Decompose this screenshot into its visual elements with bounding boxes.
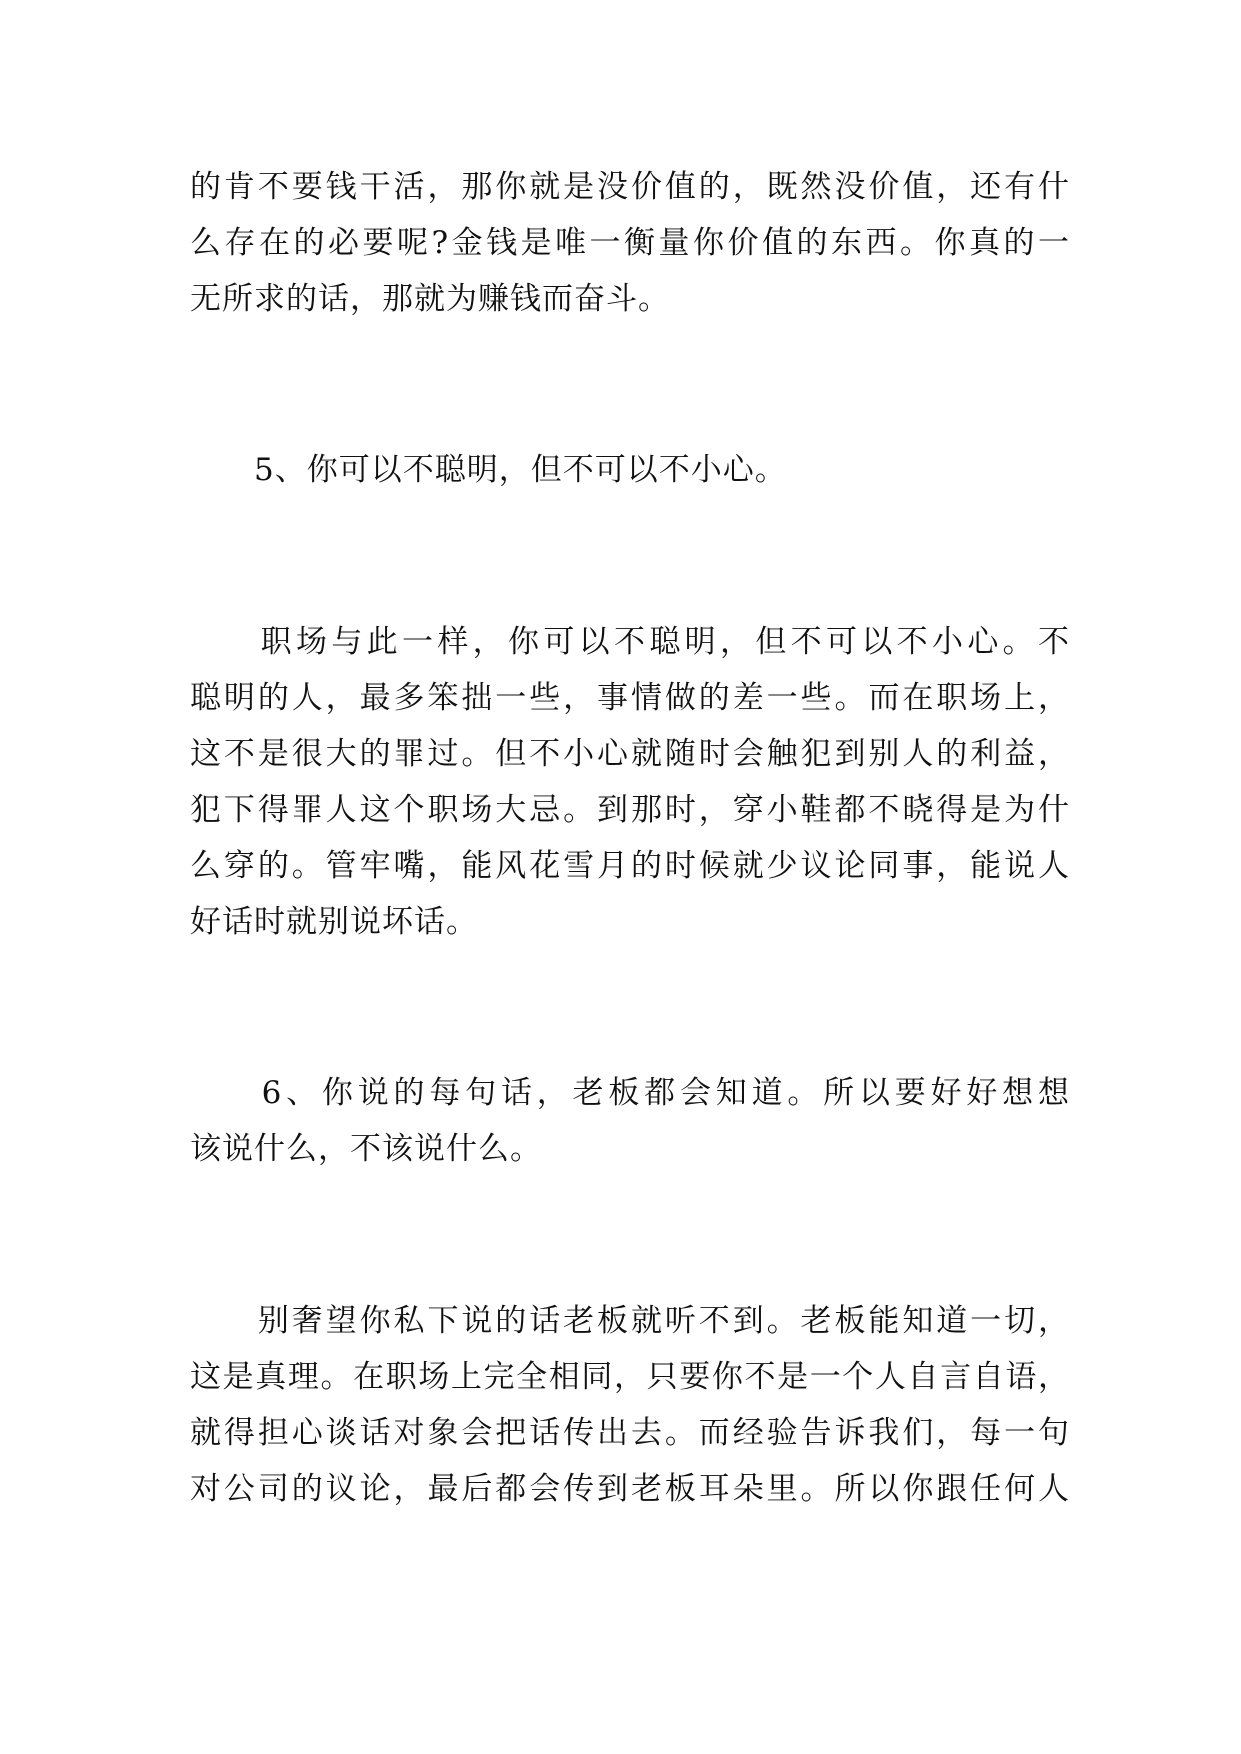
text-line: 别奢望你私下说的话老板就听不到。老板能知道一切， xyxy=(190,1303,1070,1339)
text-line: 犯下得罪人这个职场大忌。到那时，穿小鞋都不晓得是为什 xyxy=(190,792,1070,828)
text-line: 么穿的。管牢嘴，能风花雪月的时候就少议论同事，能说人 xyxy=(190,848,1070,884)
section-heading: 该说什么，不该说什么。 xyxy=(190,1131,542,1167)
text-line: 这是真理。在职场上完全相同，只要你不是一个人自言自语， xyxy=(190,1359,1070,1395)
text-line: 就得担心谈话对象会把话传出去。而经验告诉我们，每一句 xyxy=(190,1415,1070,1451)
text-line: 好话时就别说坏话。 xyxy=(190,904,478,940)
section-heading: 6、你说的每句话，老板都会知道。所以要好好想想 xyxy=(190,1075,1070,1111)
text-line: 这不是很大的罪过。但不小心就随时会触犯到别人的利益， xyxy=(190,736,1070,772)
text-line: 无所求的话，那就为赚钱而奋斗。 xyxy=(190,281,670,317)
text-line: 么存在的必要呢?金钱是唯一衡量你价值的东西。你真的一 xyxy=(190,225,1070,261)
text-line: 聪明的人，最多笨拙一些，事情做的差一些。而在职场上， xyxy=(190,680,1070,716)
text-line: 的肯不要钱干活，那你就是没价值的，既然没价值，还有什 xyxy=(190,169,1070,205)
section-heading: 5、你可以不聪明，但不可以不小心。 xyxy=(190,452,787,488)
text-line: 对公司的议论，最后都会传到老板耳朵里。所以你跟任何人 xyxy=(190,1471,1070,1507)
text-line: 职场与此一样，你可以不聪明，但不可以不小心。不 xyxy=(190,624,1070,660)
